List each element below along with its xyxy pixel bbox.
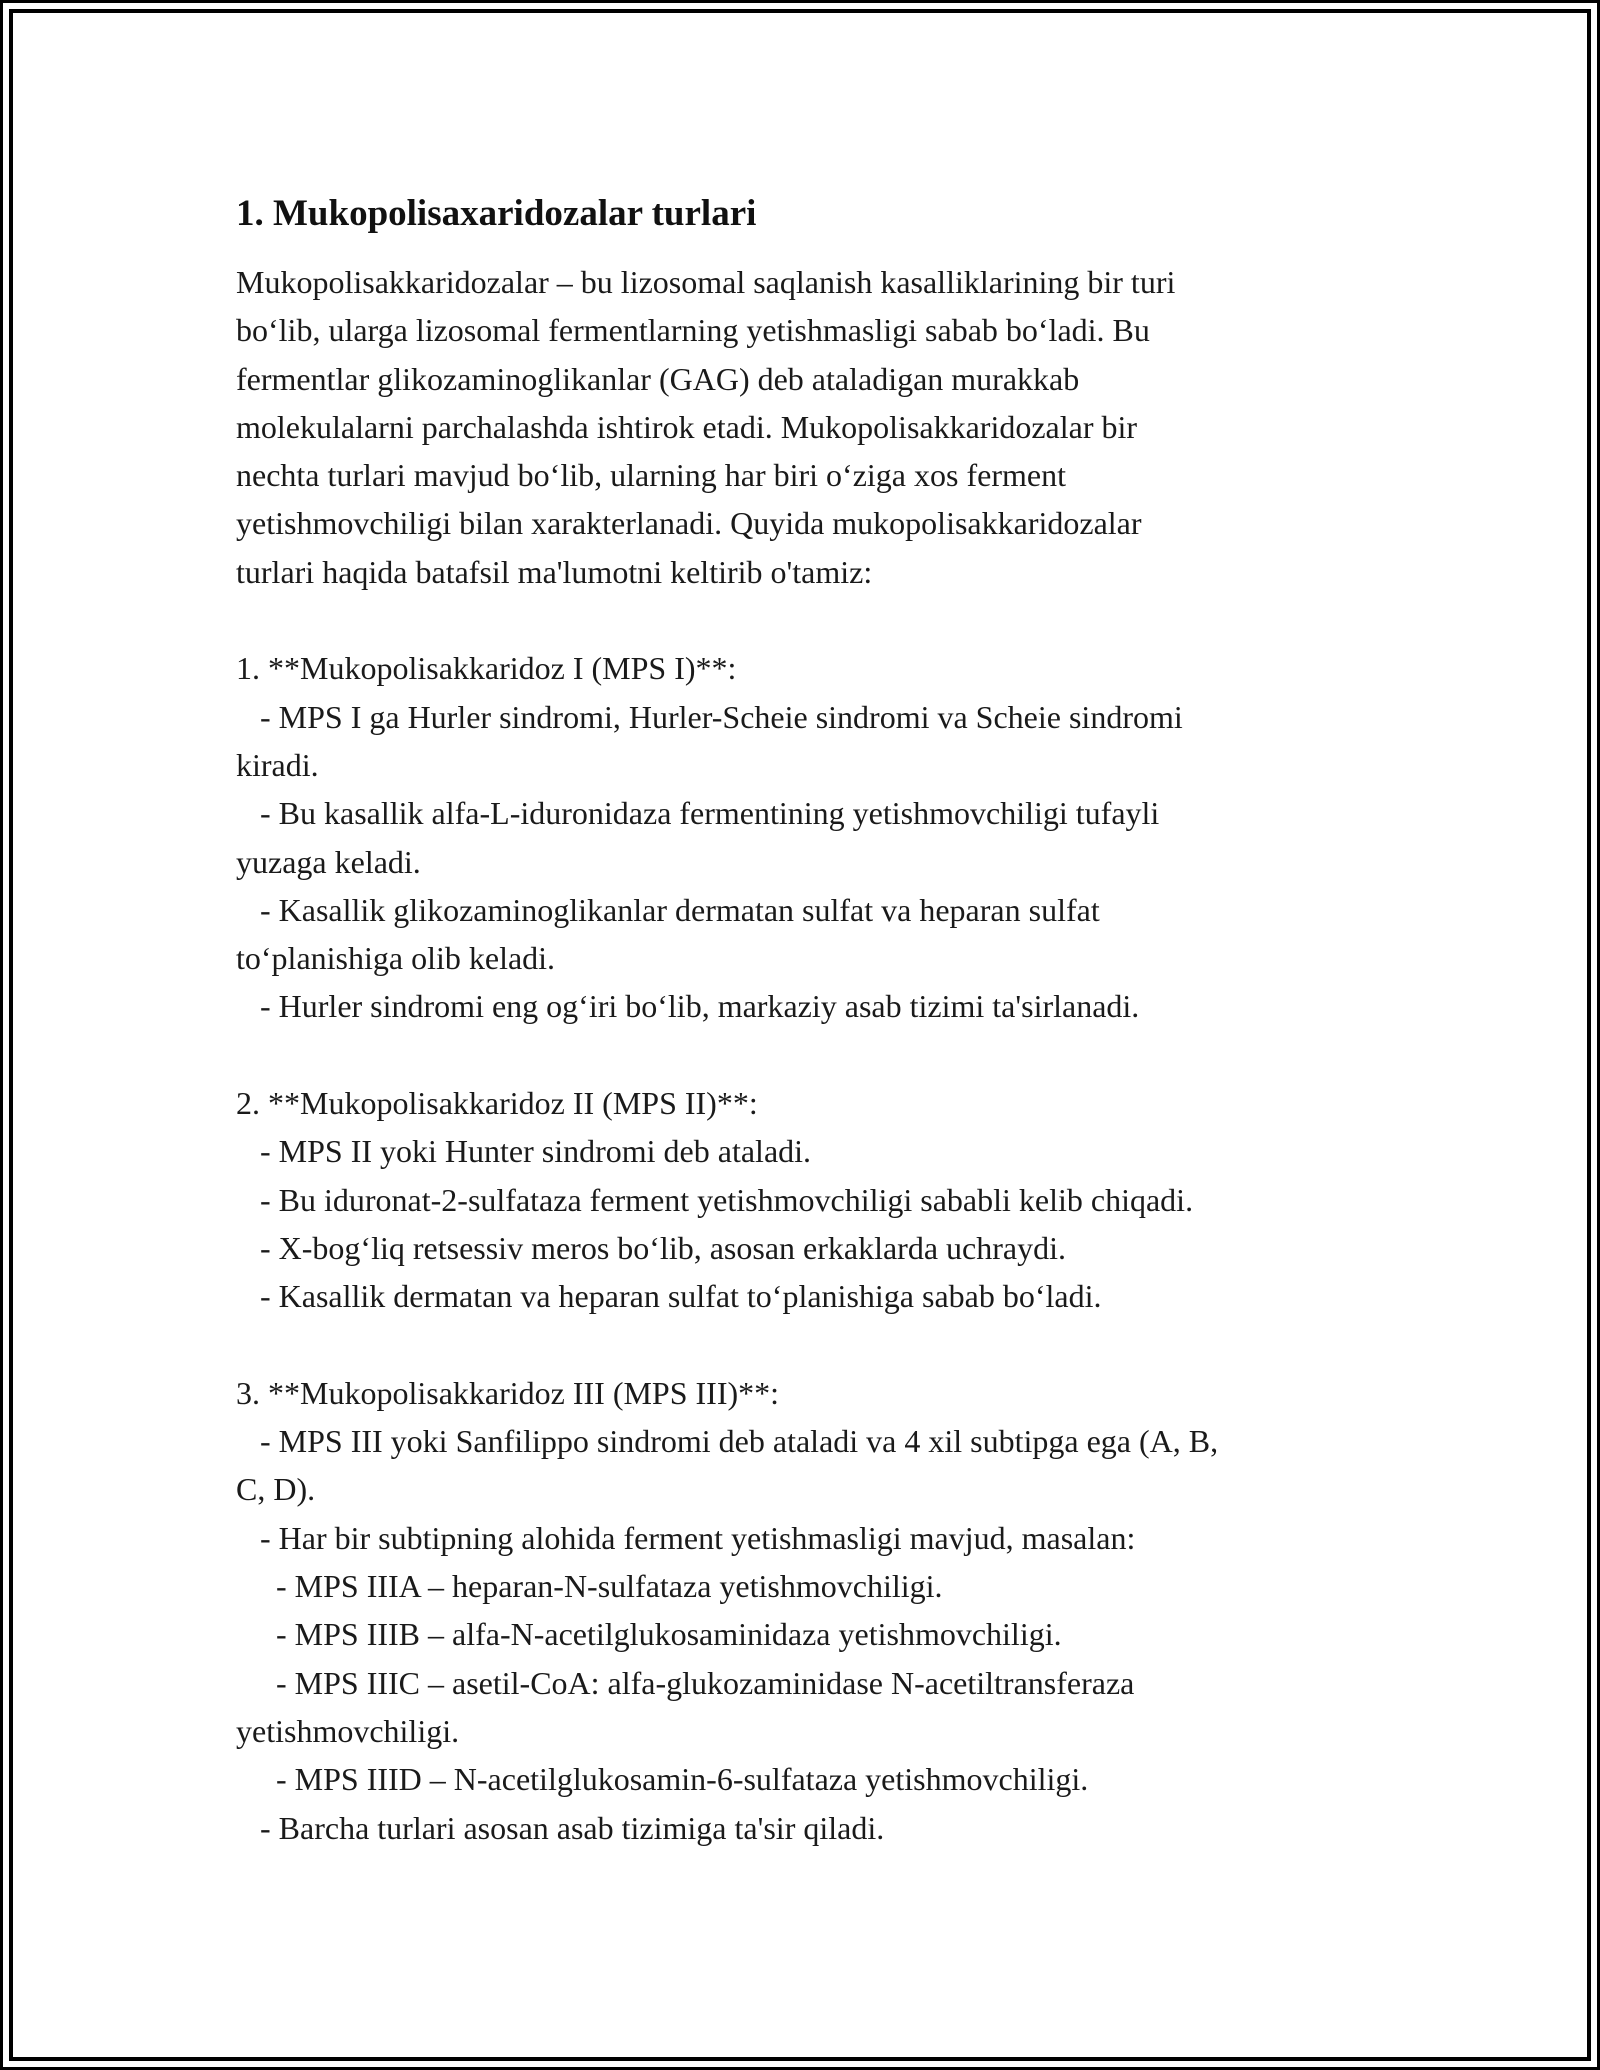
body-text: Mukopolisakkaridozalar – bu lizosomal saqlanish kasalliklarining bir turi bo‘lib, ularga lizosomal fermentlarning yetishmasligi sabab bo‘ladi. Bu fermentlar glikozaminoglikanlar (GAG) deb ataladigan murakkab molekulalarni parchalashda ishtirok etadi. Mukopolisakkaridozalar bir nechta turlari mavjud bo‘lib, ularning har biri o‘ziga xos ferment yetishmovchiligi bilan xarakterlanadi. Quyida mukopolisakkaridozalar turlari haqida batafsil ma'lumotni keltirib o'tamiz: 1. **Mukopolisakkaridoz I (MPS I)**: - MPS I ga Hurler sindromi, Hurler-Scheie sindromi va Scheie sindromi kiradi. - Bu kasallik alfa-L-iduronidaza fermentining yetishmovchiligi tufayli yuzaga keladi. - Kasallik glikozaminoglikanlar dermatan sulfat va heparan sulfat to‘planishiga olib keladi. - Hurler sindromi eng og‘iri bo‘lib, markaziy asab tizimi ta'sirlanadi. 2. **Mukopolisakkaridoz II (MPS II)**: - MPS II yoki Hunter sindromi deb ataladi. - Bu iduronat-2-sulfataza ferment yetishmovchiligi sababli kelib chiqadi. - X-bog‘liq retsessiv meros bo‘lib, asosan erkaklarda uchraydi. - Kasallik dermatan va heparan sulfat to‘planishiga sabab bo‘ladi. 3. **Mukopolisakkaridoz III (MPS III)**: - MPS III yoki Sanfilippo sindromi deb ataladi va 4 xil subtipga ega (A, B, C, D). - Har bir subtipning alohida ferment yetishmasligi mavjud, masalan: - MPS IIIA – heparan-N-sulfataza yetishmovchiligi. - MPS IIIB – alfa-N-acetilglukosaminidaza yetishmovchiligi. - MPS IIIC – asetil-CoA: alfa-glukozaminidase N-acetiltransferaza yetishmovchiligi. - MPS IIID – N-acetilglukosamin-6-sulfataza yetishmovchiligi. - Barcha turlari asosan asab tizimiga ta'sir qiladi. — [236, 264, 1219, 1846]
document-content — [236, 186, 1416, 1852]
section-heading: 1. Mukopolisaxaridozalar turlari — [236, 193, 757, 234]
